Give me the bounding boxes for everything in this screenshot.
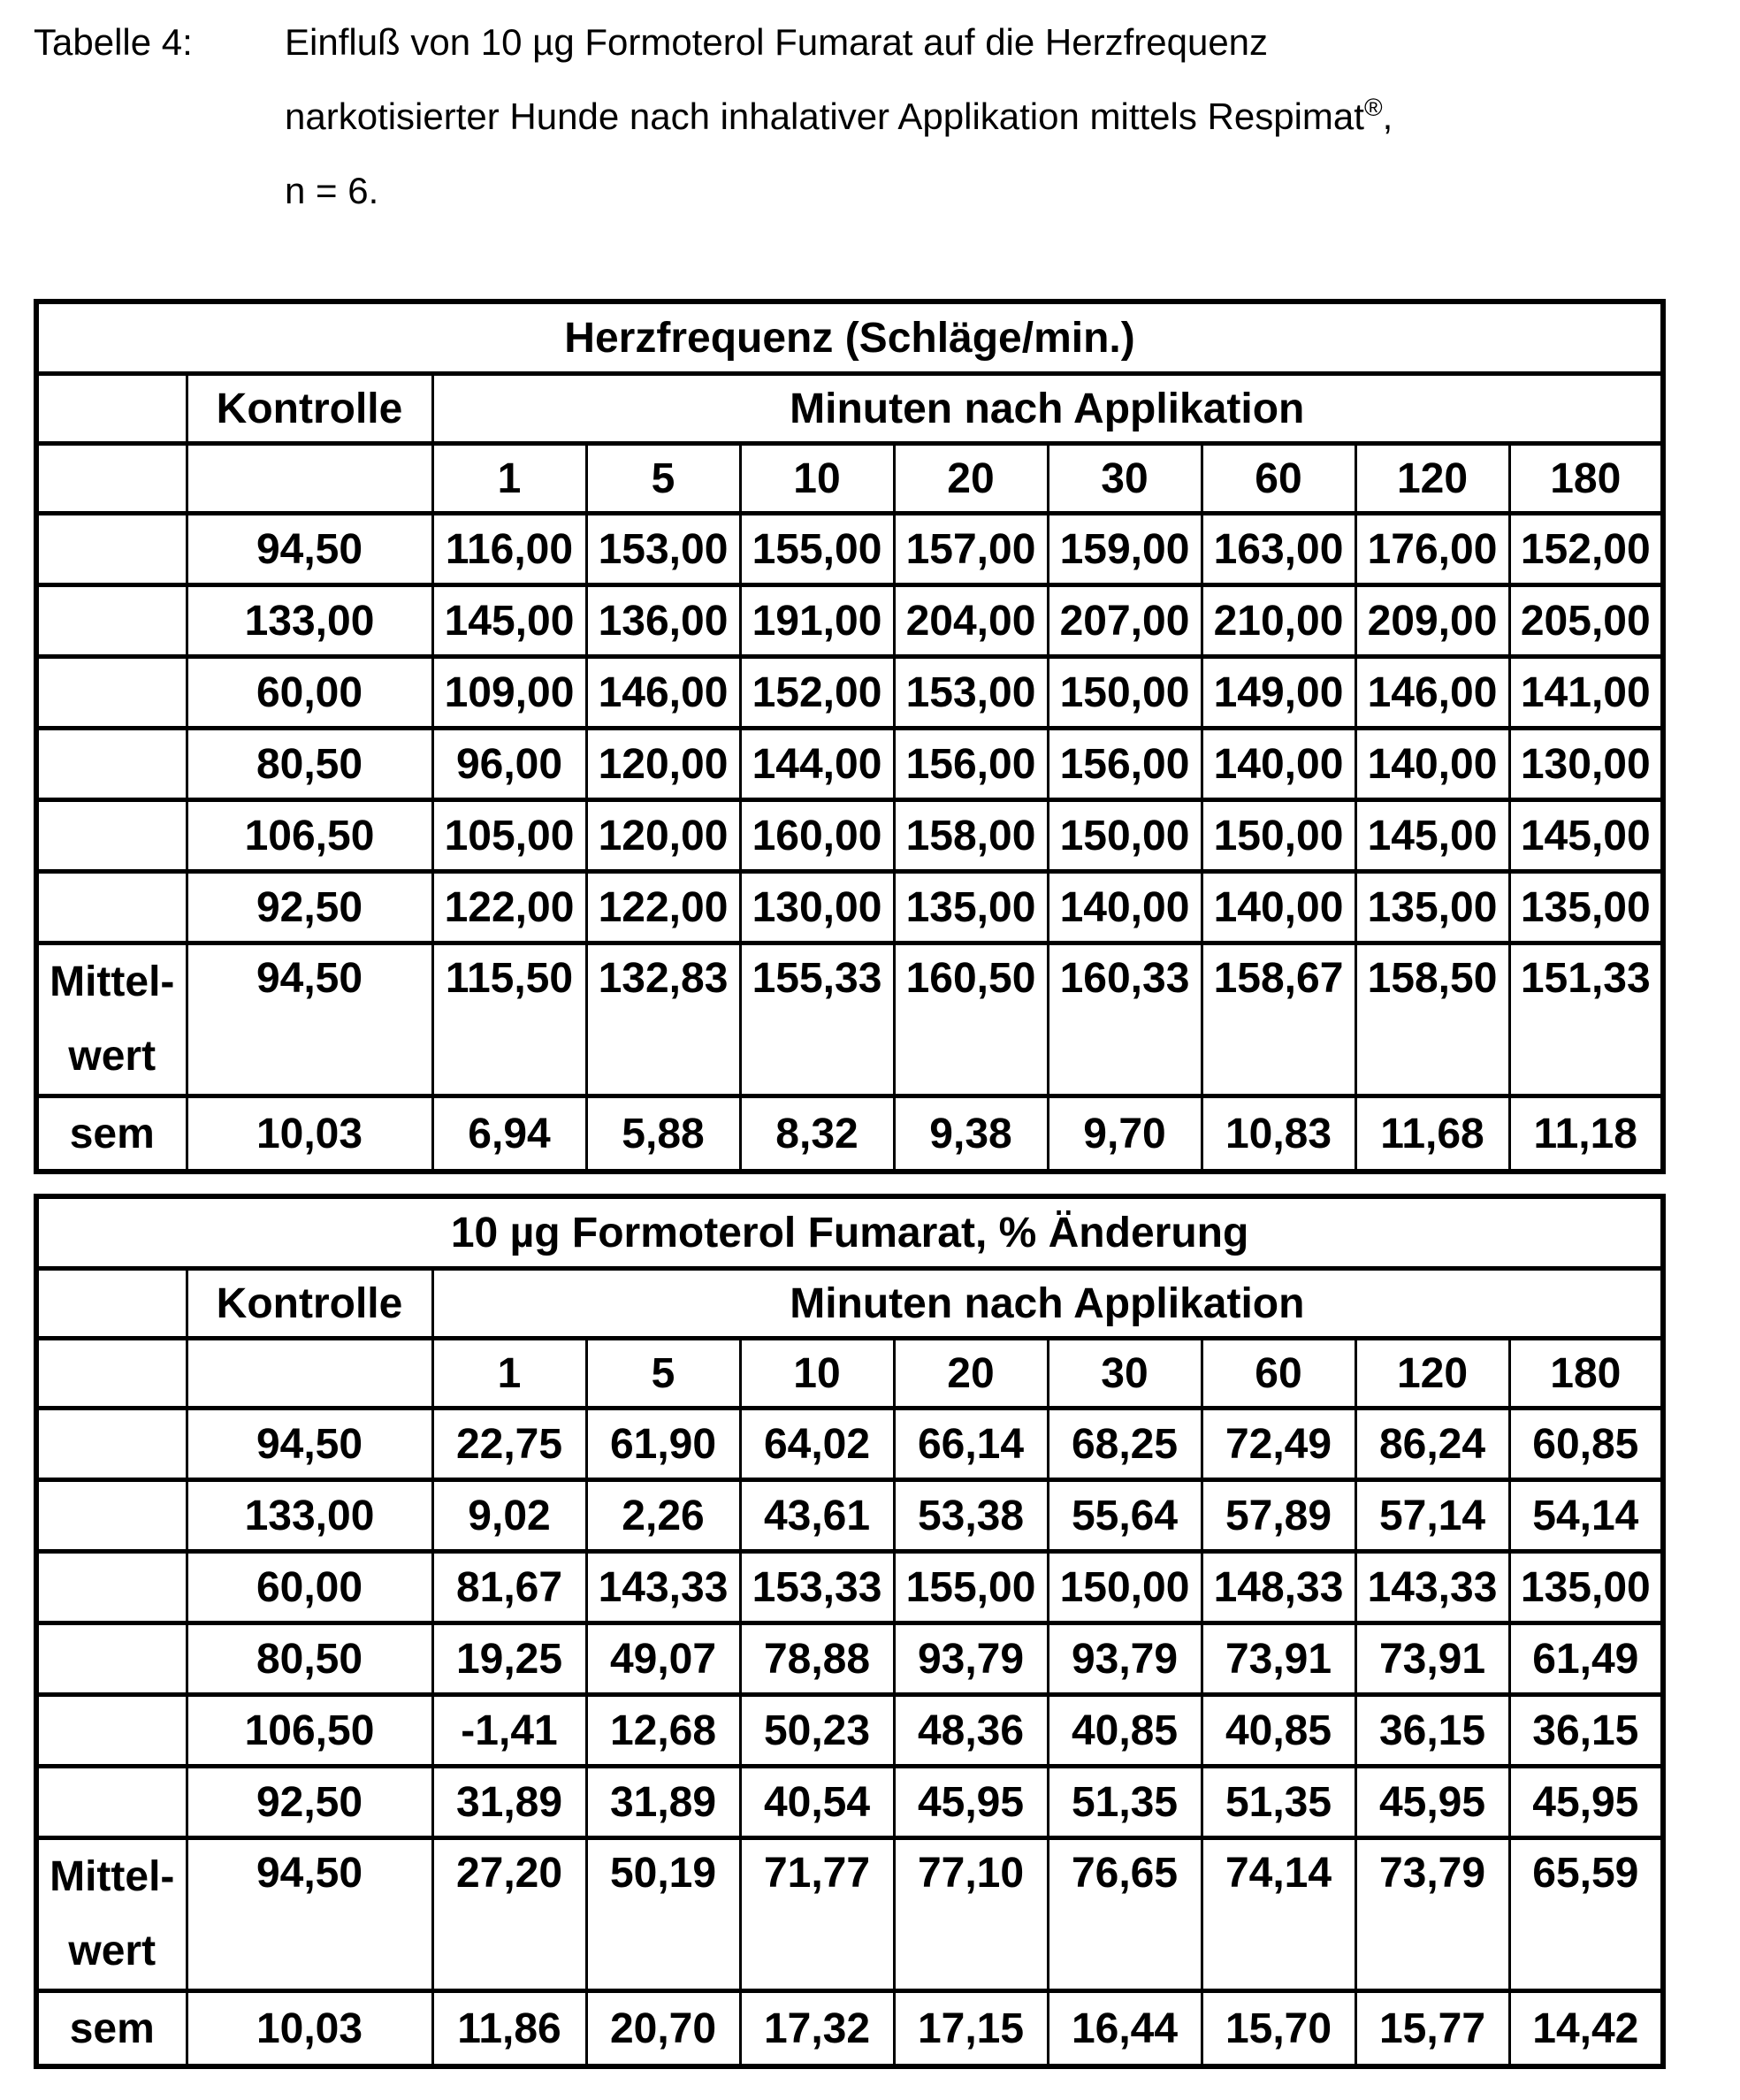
caption-label: Tabelle 4: xyxy=(34,21,193,63)
data-cell: 9,02 xyxy=(432,1480,586,1552)
data-cell: 14,42 xyxy=(1509,1991,1663,2067)
row-label xyxy=(36,657,187,729)
data-cell: 40,85 xyxy=(1048,1695,1202,1767)
table-header-row xyxy=(36,374,1663,444)
row-label: sem xyxy=(36,1096,187,1172)
minute-column-header: 5 xyxy=(586,444,740,514)
data-cell: 153,33 xyxy=(740,1552,894,1623)
minute-column-header: 60 xyxy=(1202,1339,1355,1409)
data-cell: 160,50 xyxy=(894,943,1048,1096)
data-cell: 122,00 xyxy=(586,872,740,943)
data-cell: 148,33 xyxy=(1202,1552,1355,1623)
data-cell: 145,00 xyxy=(1355,800,1509,872)
data-cell: 132,83 xyxy=(586,943,740,1096)
caption-line-3: n = 6. xyxy=(285,170,379,211)
data-cell: 150,00 xyxy=(1048,1552,1202,1623)
data-cell: 122,00 xyxy=(432,872,586,943)
data-cell: 76,65 xyxy=(1048,1838,1202,1991)
table-row xyxy=(36,1623,1663,1695)
minute-column-header: 180 xyxy=(1509,1339,1663,1409)
data-cell: 57,89 xyxy=(1202,1480,1355,1552)
data-cell: 160,33 xyxy=(1048,943,1202,1096)
data-cell: 140,00 xyxy=(1355,729,1509,800)
data-cell: 155,00 xyxy=(740,514,894,585)
data-cell: 81,67 xyxy=(432,1552,586,1623)
table-row xyxy=(36,1096,1663,1172)
empty-header-cell xyxy=(36,1339,187,1409)
data-cell: 207,00 xyxy=(1048,585,1202,657)
kontrolle-value: 94,50 xyxy=(187,514,432,585)
table-title: Herzfrequenz (Schläge/min.) xyxy=(36,302,1663,374)
data-cell: 145,00 xyxy=(1509,800,1663,872)
empty-header-cell xyxy=(187,444,432,514)
data-cell: 152,00 xyxy=(740,657,894,729)
data-cell: 191,00 xyxy=(740,585,894,657)
data-cell: 73,79 xyxy=(1355,1838,1509,1991)
data-cell: 36,15 xyxy=(1355,1695,1509,1767)
data-cell: 40,85 xyxy=(1202,1695,1355,1767)
row-label xyxy=(36,729,187,800)
data-cell: 45,95 xyxy=(894,1767,1048,1838)
minute-column-header: 10 xyxy=(740,1339,894,1409)
data-cell: 135,00 xyxy=(1509,872,1663,943)
minute-column-header: 120 xyxy=(1355,444,1509,514)
caption-line-2 xyxy=(285,80,1393,154)
kontrolle-value: 94,50 xyxy=(187,943,432,1096)
data-cell: 17,32 xyxy=(740,1991,894,2067)
minute-column-header: 180 xyxy=(1509,444,1663,514)
data-cell: 140,00 xyxy=(1202,729,1355,800)
kontrolle-value: 10,03 xyxy=(187,1991,432,2067)
caption-line-2-text: narkotisierter Hunde nach inhalativer Applikation mittels Respimat xyxy=(285,95,1364,137)
table-row xyxy=(36,657,1663,729)
data-cell: 136,00 xyxy=(586,585,740,657)
table-title-row xyxy=(36,1196,1663,1269)
data-cell: 145,00 xyxy=(432,585,586,657)
data-cell: 68,25 xyxy=(1048,1409,1202,1480)
row-label xyxy=(36,1480,187,1552)
data-cell: 155,33 xyxy=(740,943,894,1096)
row-label xyxy=(36,800,187,872)
data-cell: 141,00 xyxy=(1509,657,1663,729)
data-cell: 115,50 xyxy=(432,943,586,1096)
data-cell: 150,00 xyxy=(1048,657,1202,729)
row-label xyxy=(36,1623,187,1695)
minute-columns-row xyxy=(36,1339,1663,1409)
kontrolle-value: 133,00 xyxy=(187,1480,432,1552)
data-cell: 2,26 xyxy=(586,1480,740,1552)
data-cell: 130,00 xyxy=(740,872,894,943)
data-cell: 64,02 xyxy=(740,1409,894,1480)
data-cell: 16,44 xyxy=(1048,1991,1202,2067)
data-cell: 8,32 xyxy=(740,1096,894,1172)
data-cell: 135,00 xyxy=(894,872,1048,943)
data-cell: 163,00 xyxy=(1202,514,1355,585)
caption-line-2-comma: , xyxy=(1382,95,1393,137)
table-row xyxy=(36,1767,1663,1838)
data-cell: 73,91 xyxy=(1202,1623,1355,1695)
data-cell: 77,10 xyxy=(894,1838,1048,1991)
registered-trademark-symbol: ® xyxy=(1363,94,1383,121)
data-cell: 22,75 xyxy=(432,1409,586,1480)
minute-column-header: 10 xyxy=(740,444,894,514)
data-cell: 57,14 xyxy=(1355,1480,1509,1552)
data-cell: 65,59 xyxy=(1509,1838,1663,1991)
data-cell: 210,00 xyxy=(1202,585,1355,657)
table-row xyxy=(36,943,1663,1096)
row-label xyxy=(36,1552,187,1623)
data-cell: 143,33 xyxy=(1355,1552,1509,1623)
kontrolle-value: 80,50 xyxy=(187,729,432,800)
data-cell: 15,70 xyxy=(1202,1991,1355,2067)
table-title: 10 µg Formoterol Fumarat, % Änderung xyxy=(36,1196,1663,1269)
data-cell: 130,00 xyxy=(1509,729,1663,800)
data-cell: 27,20 xyxy=(432,1838,586,1991)
data-cell: 53,38 xyxy=(894,1480,1048,1552)
minutes-header: Minuten nach Applikation xyxy=(432,1269,1663,1339)
table-row xyxy=(36,1695,1663,1767)
data-cell: 55,64 xyxy=(1048,1480,1202,1552)
data-cell: 72,49 xyxy=(1202,1409,1355,1480)
caption-text xyxy=(285,5,1393,228)
caption-line-1: Einfluß von 10 µg Formoterol Fumarat auf die Herzfrequenz xyxy=(285,21,1269,63)
data-cell: 105,00 xyxy=(432,800,586,872)
data-cell: 54,14 xyxy=(1509,1480,1663,1552)
data-cell: 155,00 xyxy=(894,1552,1048,1623)
minute-columns-row xyxy=(36,444,1663,514)
kontrolle-value: 92,50 xyxy=(187,1767,432,1838)
data-cell: 86,24 xyxy=(1355,1409,1509,1480)
kontrolle-value: 60,00 xyxy=(187,657,432,729)
table-row xyxy=(36,729,1663,800)
data-cell: 17,15 xyxy=(894,1991,1048,2067)
data-cell: 74,14 xyxy=(1202,1838,1355,1991)
data-cell: 151,33 xyxy=(1509,943,1663,1096)
table-header-row xyxy=(36,1269,1663,1339)
minute-column-header: 60 xyxy=(1202,444,1355,514)
kontrolle-value: 133,00 xyxy=(187,585,432,657)
row-label xyxy=(36,514,187,585)
data-cell: 146,00 xyxy=(1355,657,1509,729)
kontrolle-value: 106,50 xyxy=(187,800,432,872)
data-cell: 9,70 xyxy=(1048,1096,1202,1172)
data-cell: 31,89 xyxy=(432,1767,586,1838)
kontrolle-value: 60,00 xyxy=(187,1552,432,1623)
data-cell: 109,00 xyxy=(432,657,586,729)
data-cell: 45,95 xyxy=(1509,1767,1663,1838)
data-cell: 11,18 xyxy=(1509,1096,1663,1172)
minute-column-header: 1 xyxy=(432,1339,586,1409)
data-cell: 156,00 xyxy=(1048,729,1202,800)
data-cell: 140,00 xyxy=(1048,872,1202,943)
kontrolle-header: Kontrolle xyxy=(187,1269,432,1339)
row-label xyxy=(36,1695,187,1767)
kontrolle-value: 80,50 xyxy=(187,1623,432,1695)
data-cell: 135,00 xyxy=(1355,872,1509,943)
data-cell: 152,00 xyxy=(1509,514,1663,585)
table-row xyxy=(36,1480,1663,1552)
data-cell: 6,94 xyxy=(432,1096,586,1172)
data-cell: 140,00 xyxy=(1202,872,1355,943)
data-cell: 31,89 xyxy=(586,1767,740,1838)
data-cell: 48,36 xyxy=(894,1695,1048,1767)
data-cell: 158,50 xyxy=(1355,943,1509,1096)
data-cell: 12,68 xyxy=(586,1695,740,1767)
data-cell: 11,86 xyxy=(432,1991,586,2067)
data-cell: 160,00 xyxy=(740,800,894,872)
kontrolle-header: Kontrolle xyxy=(187,374,432,444)
data-cell: 143,33 xyxy=(586,1552,740,1623)
data-cell: 120,00 xyxy=(586,800,740,872)
data-cell: 50,23 xyxy=(740,1695,894,1767)
data-cell: 61,90 xyxy=(586,1409,740,1480)
data-cell: 61,49 xyxy=(1509,1623,1663,1695)
data-cell: 120,00 xyxy=(586,729,740,800)
row-label xyxy=(36,1409,187,1480)
empty-header-cell xyxy=(36,374,187,444)
table-row xyxy=(36,872,1663,943)
data-cell: 73,91 xyxy=(1355,1623,1509,1695)
data-cell: 66,14 xyxy=(894,1409,1048,1480)
data-cell: 144,00 xyxy=(740,729,894,800)
data-cell: 10,83 xyxy=(1202,1096,1355,1172)
table-row xyxy=(36,1552,1663,1623)
data-cell: 45,95 xyxy=(1355,1767,1509,1838)
data-cell: 158,67 xyxy=(1202,943,1355,1096)
data-cell: 43,61 xyxy=(740,1480,894,1552)
table-row xyxy=(36,1991,1663,2067)
data-cell: 40,54 xyxy=(740,1767,894,1838)
data-cell: 209,00 xyxy=(1355,585,1509,657)
table-row xyxy=(36,514,1663,585)
row-label: Mittel- wert xyxy=(36,1838,187,1991)
data-cell: 176,00 xyxy=(1355,514,1509,585)
data-cell: 205,00 xyxy=(1509,585,1663,657)
data-cell: 50,19 xyxy=(586,1838,740,1991)
data-cell: 158,00 xyxy=(894,800,1048,872)
kontrolle-value: 94,50 xyxy=(187,1838,432,1991)
data-cell: 11,68 xyxy=(1355,1096,1509,1172)
data-cell: 153,00 xyxy=(894,657,1048,729)
data-cell: 36,15 xyxy=(1509,1695,1663,1767)
data-cell: 149,00 xyxy=(1202,657,1355,729)
data-cell: 204,00 xyxy=(894,585,1048,657)
minute-column-header: 120 xyxy=(1355,1339,1509,1409)
kontrolle-value: 106,50 xyxy=(187,1695,432,1767)
data-cell: 156,00 xyxy=(894,729,1048,800)
data-cell: 51,35 xyxy=(1202,1767,1355,1838)
data-cell: 146,00 xyxy=(586,657,740,729)
minutes-header: Minuten nach Applikation xyxy=(432,374,1663,444)
minute-column-header: 30 xyxy=(1048,444,1202,514)
row-label: sem xyxy=(36,1991,187,2067)
data-cell: 96,00 xyxy=(432,729,586,800)
data-cell: 150,00 xyxy=(1202,800,1355,872)
table-title-row xyxy=(36,302,1663,374)
data-cell: 153,00 xyxy=(586,514,740,585)
heart-rate-table xyxy=(34,299,1666,1174)
table-row xyxy=(36,585,1663,657)
table-row xyxy=(36,1838,1663,1991)
empty-header-cell xyxy=(36,444,187,514)
data-cell: 15,77 xyxy=(1355,1991,1509,2067)
data-cell: 116,00 xyxy=(432,514,586,585)
row-label xyxy=(36,585,187,657)
data-cell: 78,88 xyxy=(740,1623,894,1695)
row-label xyxy=(36,1767,187,1838)
table-row xyxy=(36,1409,1663,1480)
data-cell: 49,07 xyxy=(586,1623,740,1695)
table-row xyxy=(36,800,1663,872)
data-cell: 135,00 xyxy=(1509,1552,1663,1623)
data-cell: 19,25 xyxy=(432,1623,586,1695)
table-caption xyxy=(34,5,1393,228)
data-cell: 150,00 xyxy=(1048,800,1202,872)
row-label xyxy=(36,872,187,943)
data-cell: -1,41 xyxy=(432,1695,586,1767)
data-cell: 51,35 xyxy=(1048,1767,1202,1838)
minute-column-header: 1 xyxy=(432,444,586,514)
minute-column-header: 20 xyxy=(894,1339,1048,1409)
data-cell: 93,79 xyxy=(1048,1623,1202,1695)
data-cell: 9,38 xyxy=(894,1096,1048,1172)
kontrolle-value: 94,50 xyxy=(187,1409,432,1480)
data-cell: 157,00 xyxy=(894,514,1048,585)
kontrolle-value: 10,03 xyxy=(187,1096,432,1172)
data-cell: 159,00 xyxy=(1048,514,1202,585)
minute-column-header: 5 xyxy=(586,1339,740,1409)
empty-header-cell xyxy=(36,1269,187,1339)
data-cell: 60,85 xyxy=(1509,1409,1663,1480)
data-cell: 71,77 xyxy=(740,1838,894,1991)
data-cell: 20,70 xyxy=(586,1991,740,2067)
empty-header-cell xyxy=(187,1339,432,1409)
percent-change-table xyxy=(34,1194,1666,2069)
kontrolle-value: 92,50 xyxy=(187,872,432,943)
row-label: Mittel- wert xyxy=(36,943,187,1096)
data-cell: 93,79 xyxy=(894,1623,1048,1695)
data-cell: 5,88 xyxy=(586,1096,740,1172)
minute-column-header: 20 xyxy=(894,444,1048,514)
minute-column-header: 30 xyxy=(1048,1339,1202,1409)
